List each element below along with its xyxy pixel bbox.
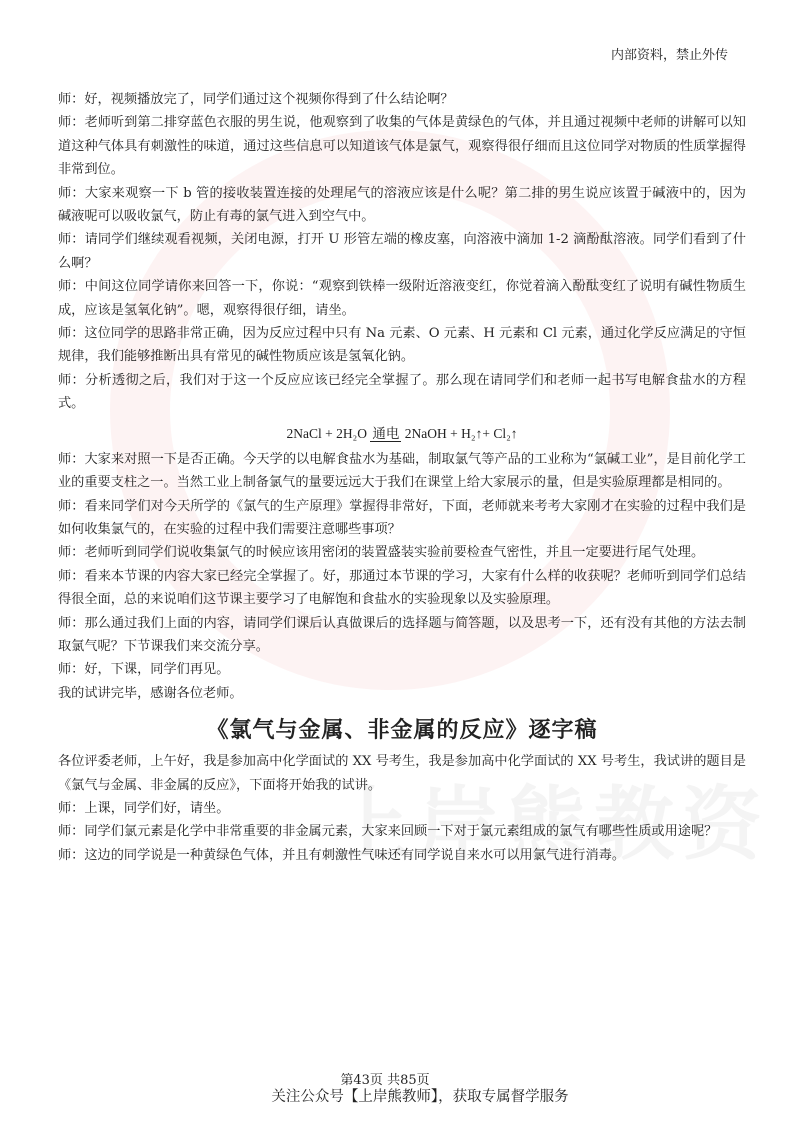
- paragraph: 师：中间这位同学请你来回答一下，你说：“观察到铁棒一级附近溶液变红，你觉着滴入酚酞变红了说明有碱性物质生成，应该是氢氧化钠”。嗯，观察得很仔细，请坐。: [58, 279, 746, 318]
- paragraph: 师：同学们氯元素是化学中非常重要的非金属元素，大家来回顾一下对于氯元素组成的氯气有哪些性质或用途呢？: [58, 824, 718, 840]
- section-title: 《氯气与金属、非金属的反应》逐字稿: [206, 718, 598, 744]
- paragraph: 师：请同学们继续观看视频，关闭电源，打开 U 形管左端的橡皮塞，向溶液中滴加 1-2 滴酚酞溶液。同学们看到了什么啊？: [58, 232, 746, 271]
- footer-promo: 关注公众号【上岸熊教师】，获取专属督学服务: [271, 1089, 569, 1105]
- equation-right: 2NaOH + H₂↑+ Cl₂↑: [401, 425, 518, 441]
- paragraph: 师：老师听到第二排穿蓝色衣服的男生说，他观察到了收集的气体是黄绿色的气体，并且通过视频中老师的讲解可以知道这种气体具有刺激性的味道，通过这些信息可以知道该气体是氯气，观察得很仔细而且这位同学对物质的性质掌握得非常到位。: [58, 115, 746, 178]
- paragraph: 师：好，下课，同学们再见。: [58, 662, 230, 678]
- paragraph: 师：大家来观察一下 b 管的接收装置连接的处理尾气的溶液应该是什么呢？第二排的男生说应该置于碱液中的，因为碱液呢可以吸收氯气，防止有毒的氯气进入到空气中。: [58, 185, 746, 225]
- paragraph: 师：老师听到同学们说收集氯气的时候应该用密闭的装置盛装实验前要检查气密性，并且一定要进行尾气处理。: [58, 545, 705, 561]
- paragraph: 师：这边的同学说是一种黄绿色气体，并且有刺激性气味还有同学说自来水可以用氯气进行消毒。: [58, 847, 626, 863]
- paragraph: 我的试讲完毕，感谢各位老师。: [58, 685, 243, 701]
- paragraph: 师：看来本节课的内容大家已经完全掌握了。好，那通过本节课的学习，大家有什么样的收获呢？老师听到同学们总结得很全面，总的来说咱们这节课主要学习了电解饱和食盐水的实验现象以及实验原理。: [58, 568, 746, 608]
- paragraph: 师：大家来对照一下是否正确。今天学的以电解食盐水为基础，制取氯气等产品的工业称为“氯碱工业”，是目前化学工业的重要支柱之一。当然工业上制备氯气的量要远远大于我们在课堂上给大家展示的量，但是实验原理都是相同的。: [58, 451, 746, 491]
- page-footer: [0, 1073, 800, 1105]
- equation-left: 2NaCl + 2H₂O: [286, 425, 371, 441]
- document-body: [58, 88, 746, 867]
- paragraph: 各位评委老师，上午好，我是参加高中化学面试的 XX 号考生，我是参加高中化学面试的 XX 号考生，我试讲的题目是《氯气与金属、非金属的反应》，下面将开始我的试讲。: [58, 754, 746, 793]
- equation-condition: 通电: [372, 425, 400, 441]
- chemical-equation: [58, 422, 746, 446]
- paragraph: 师：这位同学的思路非常正确，因为反应过程中只有 Na 元素、O 元素、H 元素和 Cl 元素，通过化学反应满足的守恒规律，我们能够推断出具有常见的碱性物质应该是氢氧化钠。: [58, 326, 746, 365]
- paragraph: 师：上课，同学们好，请坐。: [58, 800, 230, 816]
- paragraph: 师：好，视频播放完了，同学们通过这个视频你得到了什么结论啊？: [58, 92, 454, 107]
- paragraph: 师：那么通过我们上面的内容，请同学们课后认真做课后的选择题与简答题，以及思考一下，还有没有其他的方法去制取氯气呢？下节课我们来交流分享。: [58, 615, 746, 654]
- paragraph: 师：看来同学们对今天所学的《氯气的生产原理》掌握得非常好，下面，老师就来考考大家刚才在实验的过程中我们是如何收集氯气的，在实验的过程中我们需要注意哪些事项？: [58, 498, 746, 537]
- header-notice: 内部资料，禁止外传: [610, 48, 728, 63]
- page-number: 第43页 共85页: [340, 1073, 430, 1088]
- paragraph: 师：分析透彻之后，我们对于这一个反应应该已经完全掌握了。那么现在请同学们和老师一起书写电解食盐水的方程式。: [58, 372, 746, 412]
